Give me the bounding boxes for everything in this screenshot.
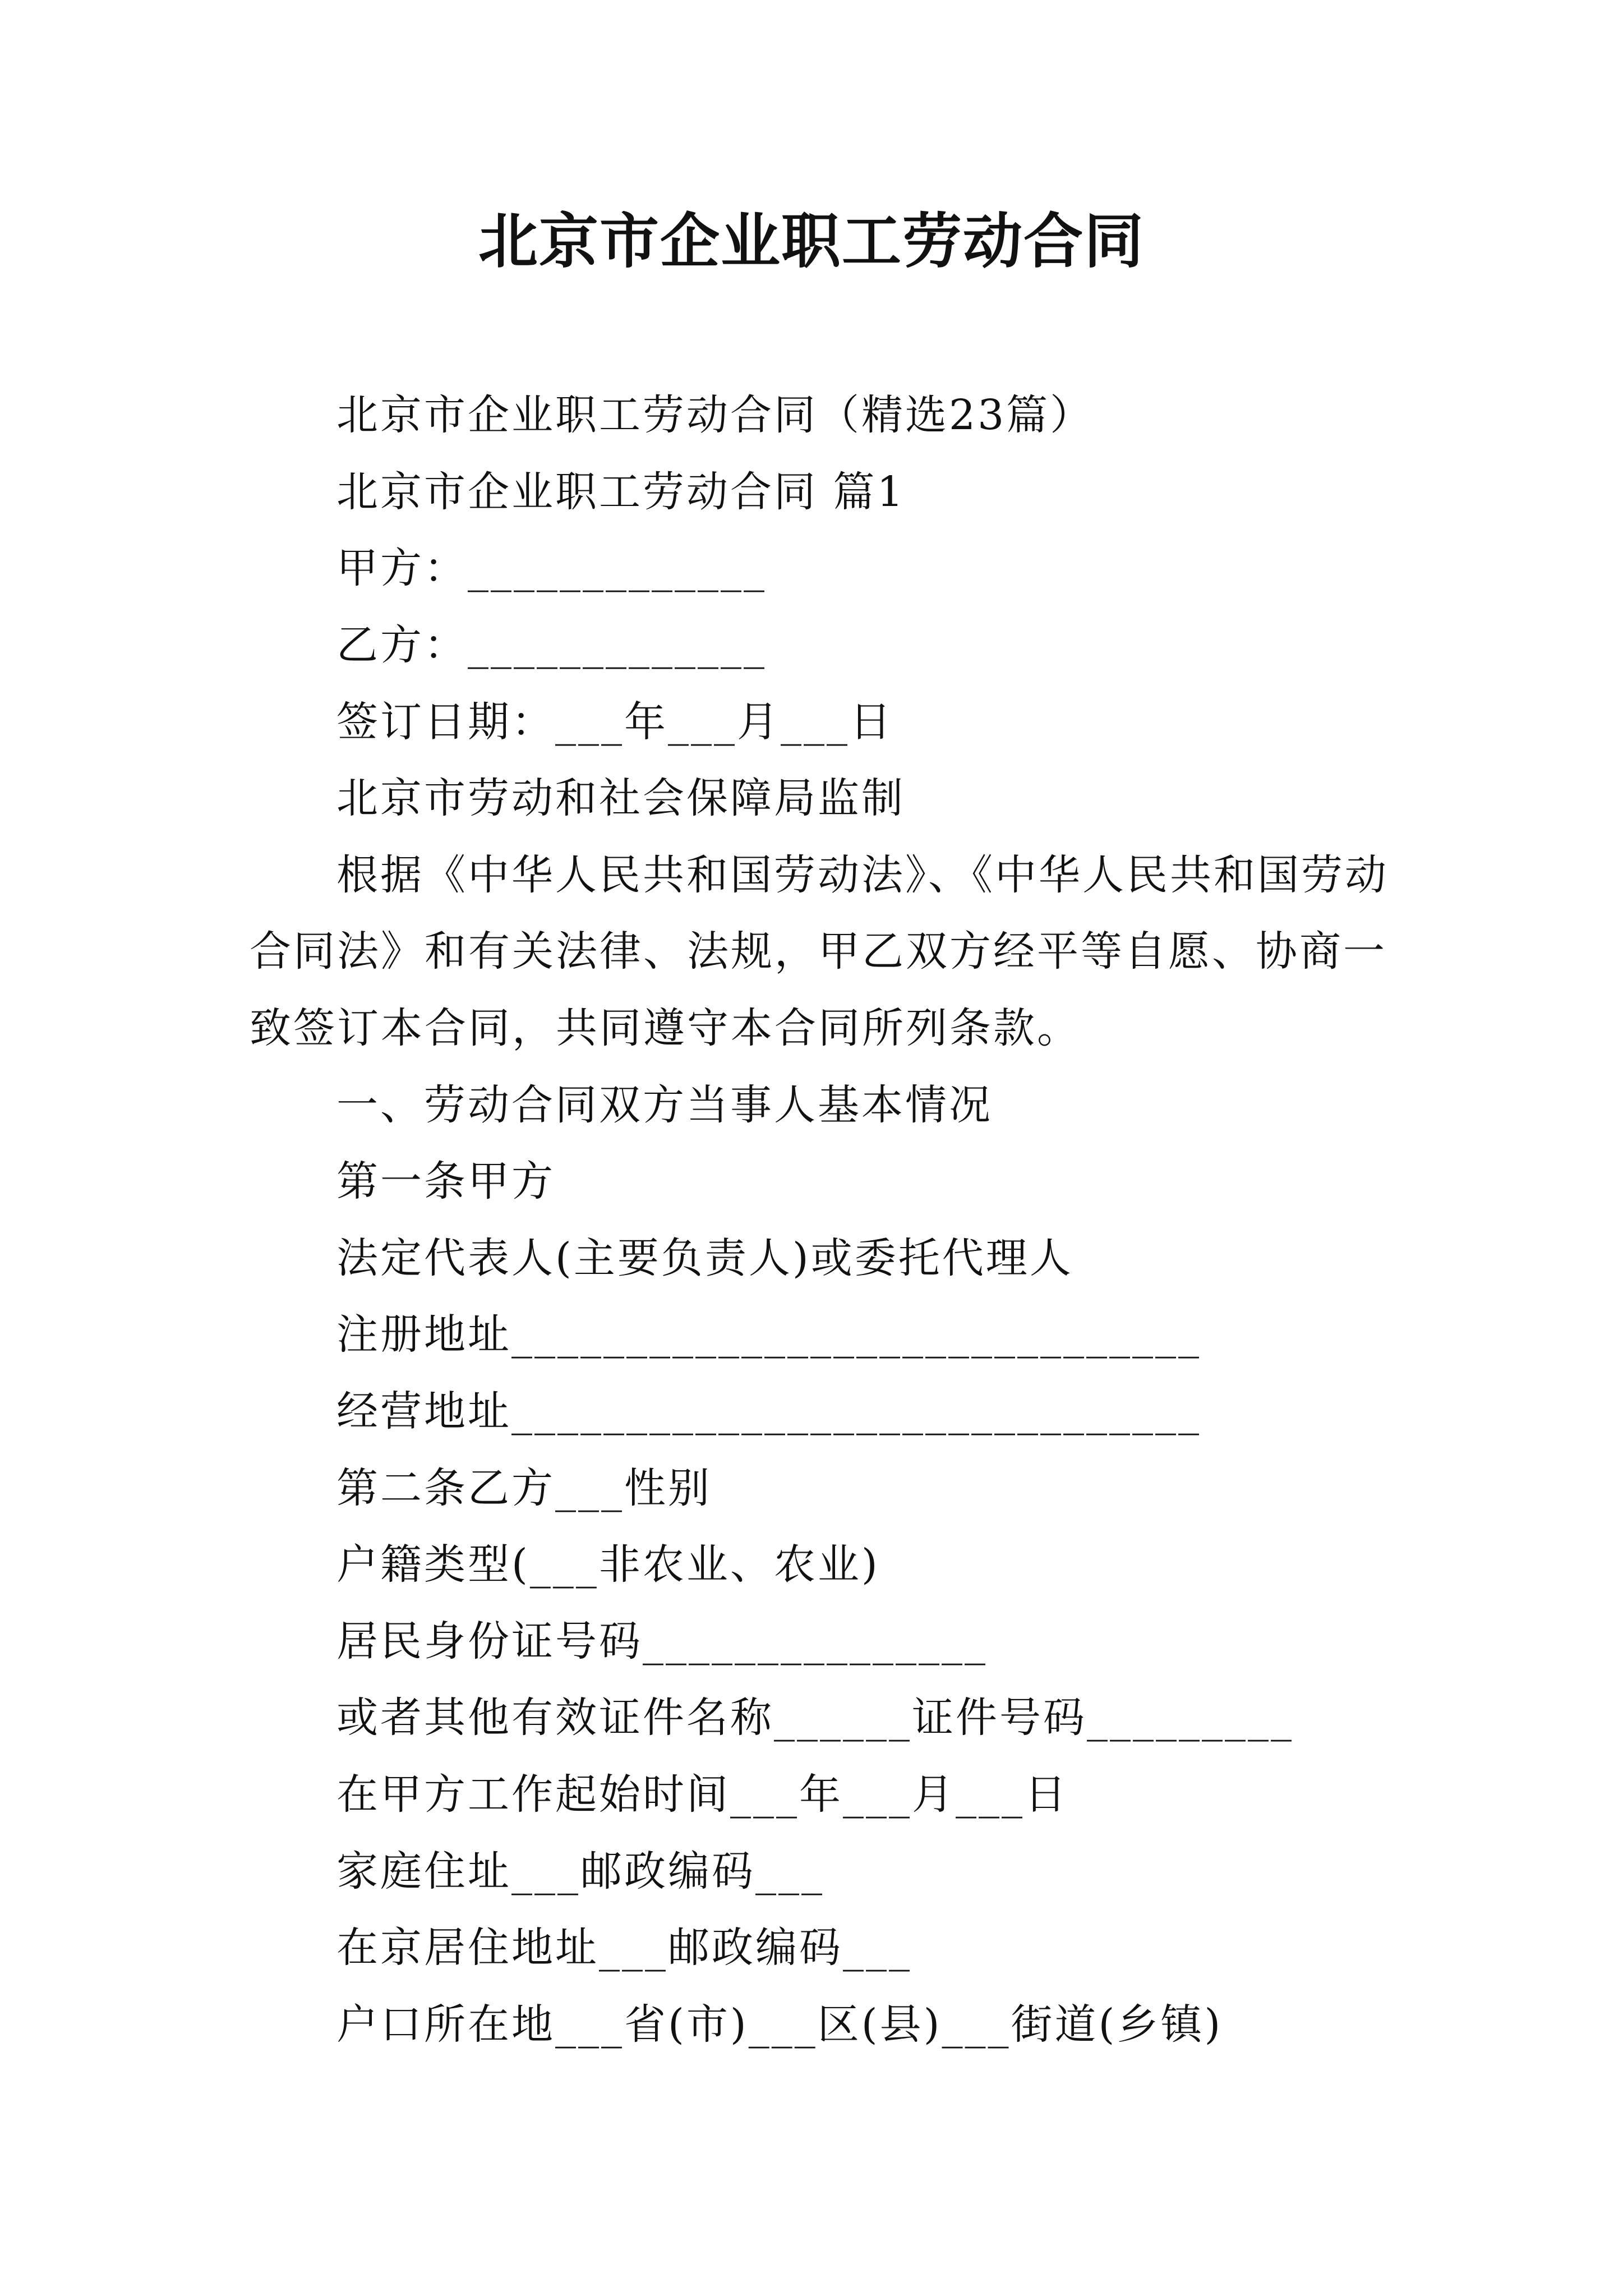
field-id-number: 居民身份证号码_______________ [336, 1617, 988, 1665]
field-legal-representative: 法定代表人(主要负责人)或委托代理人 [336, 1234, 1073, 1282]
paragraph-supervisor: 北京市劳动和社会保障局监制 [336, 774, 905, 822]
paragraph-preamble-line2: 合同法》和有关法律、法规，甲乙双方经平等自愿、协商一 [250, 927, 1387, 976]
field-household-type: 户籍类型(___非农业、农业) [336, 1540, 880, 1589]
article-1-heading: 第一条甲方 [336, 1157, 555, 1205]
field-home-address: 家庭住址___邮政编码___ [336, 1847, 824, 1895]
document-title: 北京市企业职工劳动合同 [478, 206, 1145, 276]
paragraph-preamble-line1: 根据《中华人民共和国劳动法》、《中华人民共和国劳动 [336, 851, 1389, 899]
article-2-heading: 第二条乙方___性别 [336, 1464, 712, 1512]
paragraph-subtitle: 北京市企业职工劳动合同（精选23篇） [336, 391, 1094, 439]
field-party-b: 乙方：_____________ [336, 621, 767, 669]
field-registered-address: 注册地址______________________________ [336, 1310, 1201, 1359]
field-sign-date: 签订日期：___年___月___日 [336, 698, 893, 746]
field-start-date: 在甲方工作起始时间___年___月___日 [336, 1770, 1068, 1819]
paragraph-preamble-line3: 致签订本合同，共同遵守本合同所列条款。 [250, 1004, 1081, 1052]
field-party-a: 甲方：_____________ [336, 544, 767, 592]
section-heading-1: 一、劳动合同双方当事人基本情况 [336, 1081, 993, 1129]
field-hukou-location: 户口所在地___省(市)___区(县)___街道(乡镇) [336, 2000, 1223, 2049]
field-beijing-address: 在京居住地址___邮政编码___ [336, 1924, 912, 1972]
paragraph-section-heading: 北京市企业职工劳动合同 篇1 [336, 468, 906, 516]
field-business-address: 经营地址______________________________ [336, 1387, 1201, 1435]
field-other-id: 或者其他有效证件名称______证件号码_________ [336, 1694, 1294, 1742]
